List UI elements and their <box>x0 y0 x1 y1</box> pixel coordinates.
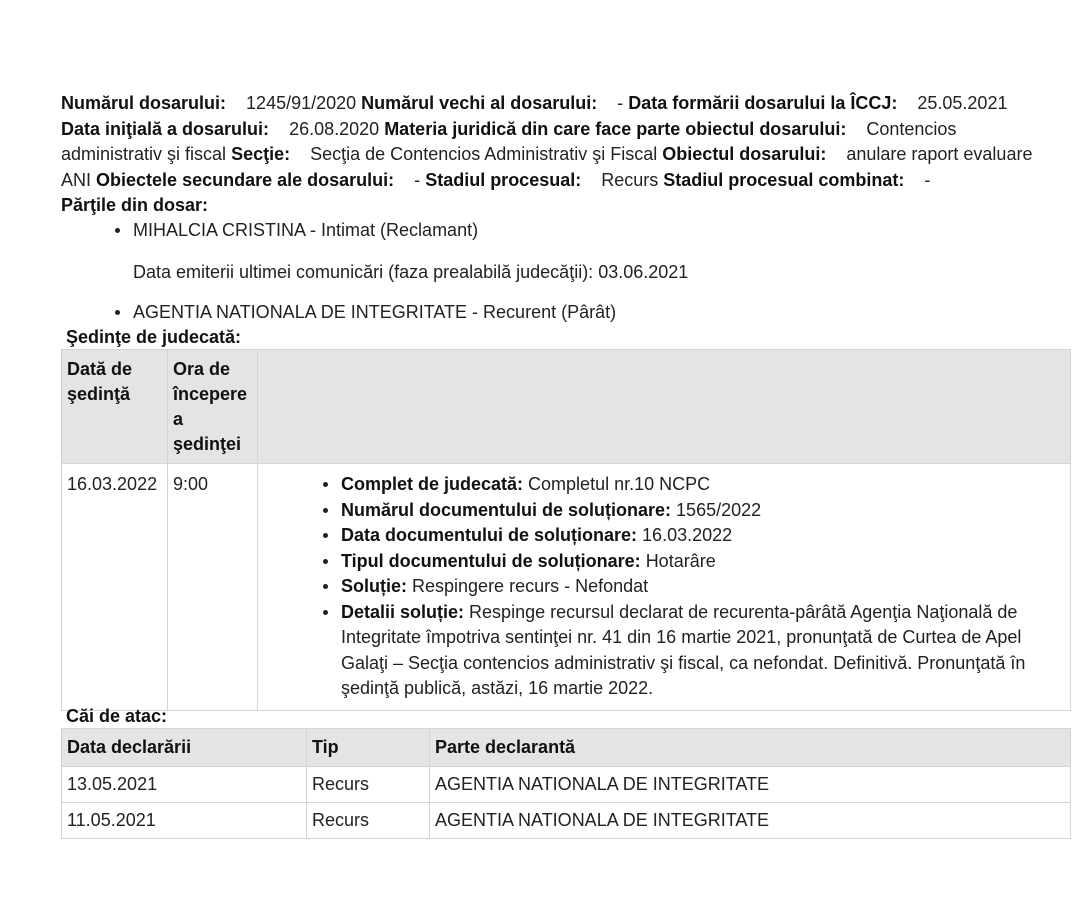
hearing-time: 9:00 <box>168 464 258 711</box>
list-item: Detalii soluție: Respinge recursul declarat de recurenta-pârâtă Agenţia Naţională de Integritate împotriva sentinţei nr. 41 din 16 martie 2021, pronunţată de Curtea de Apel Galaţi – Secţia contencios administrativ şi fiscal, ca nefondat. Definitivă. Pronunţată în şedinţă publică, astăzi, 16 martie 2022. <box>323 600 1065 702</box>
hearings-title: Şedinţe de judecată: <box>66 327 242 347</box>
party-item: MIHALCIA CRISTINA - Intimat (Reclamant) <box>115 218 1015 242</box>
case-number-value: 1245/91/2020 <box>246 93 357 113</box>
case-info <box>61 91 1051 219</box>
appeals-title: Căi de atac: <box>66 706 168 726</box>
appeal-type: Recurs <box>307 767 430 803</box>
table-header-row <box>62 729 1071 767</box>
list-item: Complet de judecată: Completul nr.10 NCPC <box>323 472 1065 498</box>
appeal-date: 13.05.2021 <box>62 767 307 803</box>
appeal-party: AGENTIA NATIONALA DE INTEGRITATE <box>430 803 1071 839</box>
procedural-stage-label: Stadiul procesual: <box>425 169 582 190</box>
old-number-value: - <box>617 93 624 113</box>
list-item: Data documentului de soluționare: 16.03.2022 <box>323 523 1065 549</box>
appeal-type: Recurs <box>307 803 430 839</box>
party-communication-note: Data emiterii ultimei comunicări (faza prealabilă judecăţii): 03.06.2021 <box>133 262 689 282</box>
secondary-objects-label: Obiectele secundare ale dosarului: <box>96 169 395 190</box>
section-value: Secţia de Contencios Administrativ şi Fiscal <box>310 144 658 164</box>
col-hearing-details <box>258 350 1071 464</box>
formation-date-label: Data formării dosarului la ÎCCJ: <box>628 93 898 113</box>
col-hearing-date: Dată de şedinţă <box>62 350 168 464</box>
party-item: AGENTIA NATIONALA DE INTEGRITATE - Recurent (Pârât) <box>115 300 1015 324</box>
case-number-label: Numărul dosarului: <box>61 93 227 113</box>
parties-list <box>115 218 1015 324</box>
matter-value: Contencios administrativ şi fiscal <box>61 118 962 164</box>
hearings-table <box>61 349 1071 711</box>
section-label: Secţie: <box>231 144 291 164</box>
list-item: Soluție: Respingere recurs - Nefondat <box>323 574 1065 600</box>
initial-date-label: Data iniţială a dosarului: <box>61 118 270 139</box>
table-row <box>62 803 1071 839</box>
col-declaring-party: Parte declarantă <box>430 729 1071 767</box>
object-value: anulare raport evaluare ANI <box>61 144 1037 190</box>
table-header-row <box>62 350 1071 464</box>
list-item: Tipul documentului de soluționare: Hotarâre <box>323 549 1065 575</box>
secondary-objects-value: - <box>414 169 421 190</box>
formation-date-value: 25.05.2021 <box>917 93 1008 113</box>
initial-date-value: 26.08.2020 <box>289 118 380 139</box>
hearing-date: 16.03.2022 <box>62 464 168 711</box>
object-label: Obiectul dosarului: <box>662 144 827 164</box>
list-item: Numărul documentului de soluționare: 1565/2022 <box>323 498 1065 524</box>
col-declaration-date: Data declarării <box>62 729 307 767</box>
procedural-stage-value: Recurs <box>601 169 659 190</box>
combined-stage-label: Stadiul procesual combinat: <box>663 169 905 190</box>
hearing-details <box>258 464 1071 711</box>
table-row <box>62 464 1071 711</box>
col-hearing-time: Ora de începere a şedinţei <box>168 350 258 464</box>
appeal-party: AGENTIA NATIONALA DE INTEGRITATE <box>430 767 1071 803</box>
old-number-label: Numărul vechi al dosarului: <box>361 93 598 113</box>
appeal-date: 11.05.2021 <box>62 803 307 839</box>
appeals-table <box>61 728 1071 839</box>
table-row <box>62 767 1071 803</box>
col-appeal-type: Tip <box>307 729 430 767</box>
matter-label: Materia juridică din care face parte obiectul dosarului: <box>384 118 847 139</box>
parties-label: Părţile din dosar: <box>61 195 209 215</box>
combined-stage-value: - <box>924 169 931 190</box>
solution-details-list <box>263 472 1065 702</box>
